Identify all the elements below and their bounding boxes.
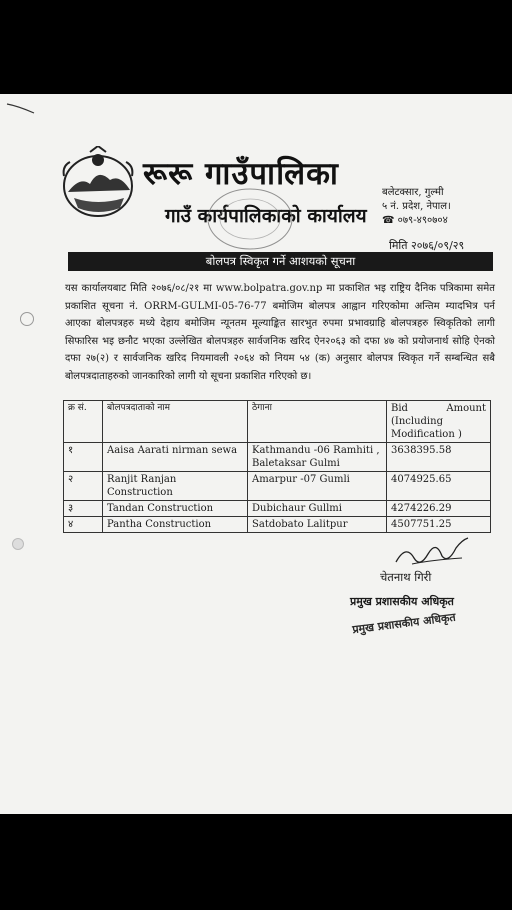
header-name: बोलपत्रदाताको नाम xyxy=(103,401,248,443)
signature-scribble xyxy=(392,534,472,572)
address-line-2: ५ नं. प्रदेश, नेपाल। xyxy=(382,201,451,212)
punch-hole xyxy=(12,538,24,550)
row-amount: 4074925.65 xyxy=(387,472,491,501)
header-sn: क्र सं. xyxy=(64,401,103,443)
header-including: (Including xyxy=(391,416,443,427)
notice-body: यस कार्यालयबाट मिति २०७६/०८/२१ मा www.bolpatra.gov.np मा प्रकाशित भइ राष्ट्रिय दैनिक पत्रिकामा समेत प्रकाशित सूचना नं. ORRM-GULMI-05-76-77 बमोजिम बोलपत्र आह्वान गरिएकोमा अन्तिम म्यादभित्र पर्न आएका बोलपत्रहरु मध्ये देहाय बमोजिम न्यूनतम मूल्याङ्कित सारभुत रुपमा प्रभावग्राहि बोलपत्रहरु स्विकृतिको लागी सिफारिस भइ छनौट भएका उल्लेखित बोलपत्रहरु सार्वजनिक खरिद ऐन२०६३ को दफा ४७ को प्रयोजनार्थ सोहि ऐनको दफा २७(२) र सार्वजनिक खरिद नियमावली २०६४ को नियम ५४ (क) अनुसार बोलपत्र स्विकृत गर्ने सम्बन्धित सबै बोलपत्रदाताहरुको जानकारिको लागी यो सूचना प्रकाशित गरिएको छ। xyxy=(65,283,495,382)
row-amount: 4274226.29 xyxy=(387,501,491,517)
row-name: Pantha Construction xyxy=(103,517,248,533)
row-sn: १ xyxy=(64,443,103,472)
phone-number: ☎ ०७९-४९०७०४ xyxy=(382,215,448,226)
office-name: रूरू गाउँपालिका xyxy=(143,156,339,192)
signer-name: चेतनाथ गिरी xyxy=(380,570,432,584)
row-sn: ३ xyxy=(64,501,103,517)
paper-hole-mark xyxy=(20,312,34,326)
nepal-emblem-icon xyxy=(60,146,136,220)
table-row xyxy=(64,472,491,501)
header-address: ठेगाना xyxy=(248,401,387,443)
header-amount: Amount xyxy=(446,403,486,414)
row-name: Aaisa Aarati nirman sewa xyxy=(103,443,248,472)
table-row xyxy=(64,501,491,517)
row-address: Kathmandu -06 Ramhiti , Baletaksar Gulmi xyxy=(248,443,387,472)
header-modification: Modification ) xyxy=(391,429,462,440)
bidder-table xyxy=(63,400,491,533)
row-sn: ४ xyxy=(64,517,103,533)
signer-designation: प्रमुख प्रशासकीय अधिकृत xyxy=(350,595,454,608)
header-bid-amount xyxy=(387,401,491,443)
row-name: Tandan Construction xyxy=(103,501,248,517)
office-subtitle: गाउँ कार्यपालिकाको कार्यालय xyxy=(165,205,367,227)
address-line-1: बलेटक्सार, गुल्मी xyxy=(382,187,444,198)
table-row xyxy=(64,517,491,533)
designation-stamp: प्रमुख प्रशासकीय अधिकृत xyxy=(351,610,457,637)
header-bid: Bid xyxy=(391,403,408,414)
row-address: Amarpur -07 Gumli xyxy=(248,472,387,501)
table-header-row xyxy=(64,401,491,443)
notice-title-bar xyxy=(68,252,493,271)
row-amount: 4507751.25 xyxy=(387,517,491,533)
row-address: Satdobato Lalitpur xyxy=(248,517,387,533)
notice-date: मिति २०७६/०९/२९ xyxy=(389,239,465,252)
pen-scratch-mark xyxy=(6,102,36,114)
row-address: Dubichaur Gullmi xyxy=(248,501,387,517)
notice-title: बोलपत्र स्विकृत गर्ने आशयको सूचना xyxy=(205,254,356,268)
round-seal-stamp xyxy=(205,186,295,252)
table-row xyxy=(64,443,491,472)
row-amount: 3638395.58 xyxy=(387,443,491,472)
row-sn: २ xyxy=(64,472,103,501)
document-page xyxy=(0,94,512,814)
row-name: Ranjit Ranjan Construction xyxy=(103,472,248,501)
